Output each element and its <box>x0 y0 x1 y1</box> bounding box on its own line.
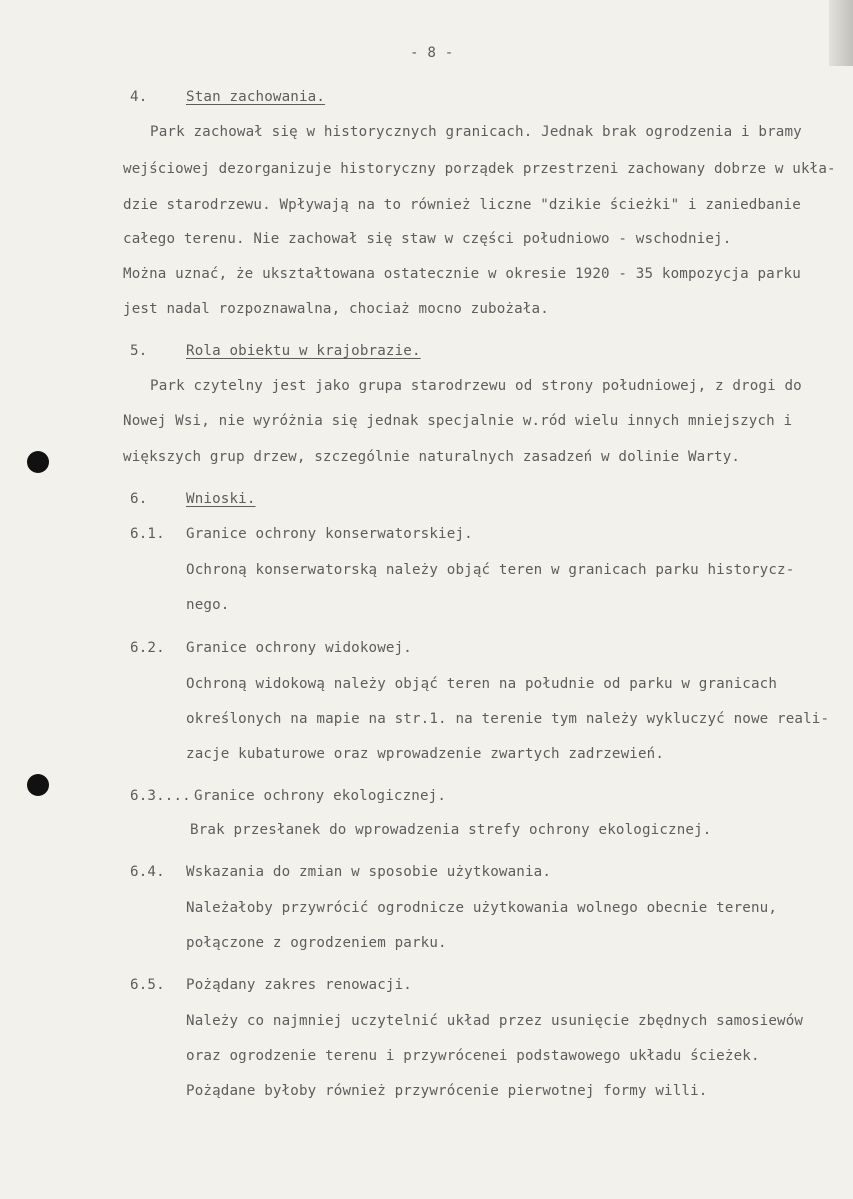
punch-hole <box>27 451 49 473</box>
subsection-6-3-number: 6.3.... <box>130 788 191 804</box>
section-5-number: 5. <box>130 343 148 359</box>
section-6-number: 6. <box>130 491 148 507</box>
section-4-line: Park zachował się w historycznych granicach. Jednak brak ogrodzenia i bramy <box>150 124 802 140</box>
section-4-line: jest nadal rozpoznawalna, chociaż mocno zubożała. <box>123 301 549 317</box>
page-number: - 8 - <box>410 45 454 61</box>
subsection-6-2-line: zacje kubaturowe oraz wprowadzenie zwartych zadrzewień. <box>186 746 665 762</box>
section-4-line: dzie starodrzewu. Wpływają na to również liczne "dzikie ścieżki" i zaniedbanie <box>123 197 801 213</box>
subsection-6-2-title: Granice ochrony widokowej. <box>186 640 412 656</box>
section-4-line: wejściowej dezorganizuje historyczny porządek przestrzeni zachowany dobrze w ukła- <box>123 161 836 177</box>
section-5-title: Rola obiektu w krajobrazie. <box>186 343 421 359</box>
section-6-title: Wnioski. <box>186 491 256 507</box>
subsection-6-1-title: Granice ochrony konserwatorskiej. <box>186 526 473 542</box>
subsection-6-4-line: połączone z ogrodzeniem parku. <box>186 935 447 951</box>
subsection-6-1-number: 6.1. <box>130 526 165 542</box>
subsection-6-5-number: 6.5. <box>130 977 165 993</box>
section-4-title: Stan zachowania. <box>186 89 326 105</box>
section-4-line: Można uznać, że ukształtowana ostatecznie w okresie 1920 - 35 kompozycja parku <box>123 266 801 282</box>
subsection-6-5-line: Należy co najmniej uczytelnić układ przez usunięcie zbędnych samosiewów <box>186 1013 804 1029</box>
punch-hole <box>27 774 49 796</box>
subsection-6-2-line: określonych na mapie na str.1. na terenie tym należy wykluczyć nowe reali- <box>186 711 830 727</box>
section-5-line: większych grup drzew, szczególnie naturalnych zasadzeń w dolinie Warty. <box>123 449 741 465</box>
subsection-6-4-number: 6.4. <box>130 864 165 880</box>
subsection-6-1-line: nego. <box>186 597 230 613</box>
section-5-line: Park czytelny jest jako grupa starodrzewu od strony południowej, z drogi do <box>150 378 802 394</box>
subsection-6-3-title: Granice ochrony ekologicznej. <box>194 788 447 804</box>
scan-edge-mark <box>829 0 853 66</box>
section-5-line: Nowej Wsi, nie wyróżnia się jednak specjalnie w.ród wielu innych mniejszych i <box>123 413 793 429</box>
subsection-6-4-title: Wskazania do zmian w sposobie użytkowania. <box>186 864 552 880</box>
subsection-6-3-line: Brak przesłanek do wprowadzenia strefy ochrony ekologicznej. <box>190 822 712 838</box>
subsection-6-2-number: 6.2. <box>130 640 165 656</box>
subsection-6-1-line: Ochroną konserwatorską należy objąć teren w granicach parku historycz- <box>186 562 795 578</box>
section-4-number: 4. <box>130 89 148 105</box>
subsection-6-4-line: Należałoby przywrócić ogrodnicze użytkowania wolnego obecnie terenu, <box>186 900 778 916</box>
subsection-6-2-line: Ochroną widokową należy objąć teren na południe od parku w granicach <box>186 676 778 692</box>
section-4-line: całego terenu. Nie zachował się staw w części południowo - wschodniej. <box>123 231 732 247</box>
subsection-6-5-line: oraz ogrodzenie terenu i przywrócenei podstawowego układu ścieżek. <box>186 1048 760 1064</box>
subsection-6-5-line: Pożądane byłoby również przywrócenie pierwotnej formy willi. <box>186 1083 708 1099</box>
subsection-6-5-title: Pożądany zakres renowacji. <box>186 977 412 993</box>
